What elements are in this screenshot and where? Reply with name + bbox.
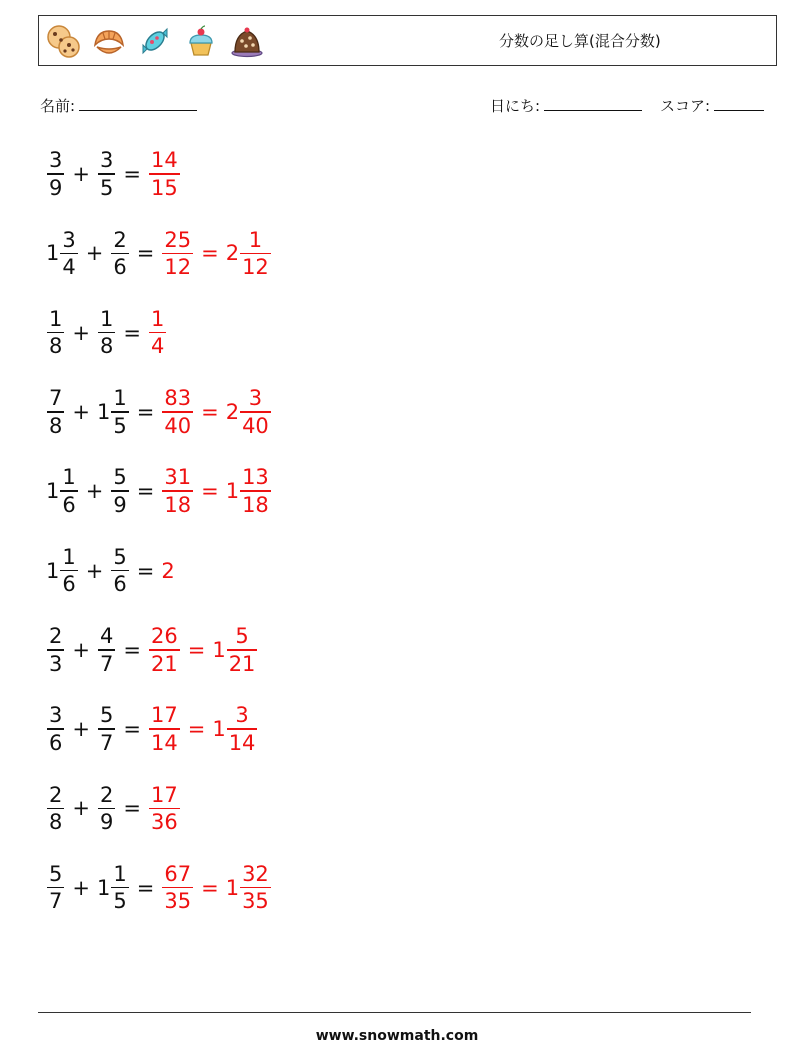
date-field[interactable] xyxy=(490,95,642,116)
mixed-number xyxy=(46,623,65,677)
denominator: 9 xyxy=(113,492,127,517)
mixed-number xyxy=(226,464,272,518)
fraction xyxy=(98,623,115,677)
mixed-number xyxy=(110,227,129,281)
fraction xyxy=(149,306,166,360)
denominator: 9 xyxy=(99,810,114,835)
equals-sign: = xyxy=(136,558,155,583)
answer xyxy=(148,782,181,836)
denominator: 6 xyxy=(49,730,63,755)
fraction xyxy=(47,782,64,836)
numerator: 5 xyxy=(113,465,127,490)
equals-sign: = xyxy=(201,875,219,900)
mixed-number xyxy=(97,385,130,439)
numerator: 3 xyxy=(248,386,263,411)
fraction xyxy=(149,623,180,677)
denominator: 12 xyxy=(242,255,269,280)
problem-row xyxy=(46,139,181,209)
mixed-number xyxy=(212,623,258,677)
problem-row xyxy=(46,298,167,368)
problem-row xyxy=(46,218,272,288)
numerator: 13 xyxy=(242,465,269,490)
plus-sign: + xyxy=(72,320,90,345)
mixed-number xyxy=(97,861,130,915)
plus-sign: + xyxy=(85,479,104,504)
numerator: 1 xyxy=(113,861,127,886)
answer-whole: 2 xyxy=(161,558,175,583)
mixed-number xyxy=(46,702,65,756)
problem-row xyxy=(46,536,175,606)
whole-part: 1 xyxy=(225,479,240,504)
mixed-number xyxy=(46,147,65,201)
equals-sign: = xyxy=(123,162,141,186)
mixed-number xyxy=(46,782,65,836)
whole-part: 1 xyxy=(212,637,226,662)
denominator: 5 xyxy=(99,175,114,200)
denominator: 6 xyxy=(62,492,76,517)
fraction xyxy=(98,782,115,836)
denominator: 4 xyxy=(150,334,165,359)
fraction xyxy=(149,702,180,756)
cake-icon xyxy=(229,23,265,59)
fraction xyxy=(149,782,180,836)
answer xyxy=(148,623,258,677)
answer xyxy=(148,702,258,756)
fraction xyxy=(98,147,115,201)
problem-row xyxy=(46,694,258,764)
plus-sign: + xyxy=(72,162,90,186)
numerator: 5 xyxy=(49,861,63,886)
numerator: 3 xyxy=(235,703,249,728)
fraction xyxy=(60,544,77,598)
fraction xyxy=(162,385,193,439)
score-blank[interactable] xyxy=(714,96,764,111)
answer xyxy=(161,385,271,439)
cupcake-icon xyxy=(183,23,219,59)
fraction xyxy=(47,623,64,677)
mixed-number xyxy=(97,782,116,836)
numerator: 31 xyxy=(164,465,192,490)
icon-strip xyxy=(45,23,265,59)
mixed-number xyxy=(226,861,272,915)
equals-sign: = xyxy=(136,399,155,424)
answer xyxy=(148,306,167,360)
numerator: 25 xyxy=(164,227,192,252)
denominator: 35 xyxy=(164,889,192,914)
denominator: 7 xyxy=(99,730,114,755)
fraction xyxy=(60,227,77,281)
answer xyxy=(161,464,271,518)
problem-row xyxy=(46,456,272,526)
numerator: 4 xyxy=(99,624,114,649)
denominator: 5 xyxy=(113,413,127,438)
denominator: 35 xyxy=(242,889,269,914)
fraction xyxy=(98,702,115,756)
numerator: 3 xyxy=(49,148,63,173)
score-field[interactable] xyxy=(660,95,764,116)
mixed-number xyxy=(97,623,116,677)
equals-sign: = xyxy=(136,875,155,900)
denominator: 40 xyxy=(242,413,269,438)
denominator: 8 xyxy=(49,334,63,359)
mixed-number xyxy=(46,306,65,360)
mixed-number xyxy=(110,464,129,518)
croissant-icon xyxy=(91,23,127,59)
denominator: 18 xyxy=(242,492,269,517)
mixed-number xyxy=(97,306,116,360)
whole-part: 2 xyxy=(225,241,240,266)
numerator: 5 xyxy=(99,703,114,728)
numerator: 2 xyxy=(99,782,114,807)
mixed-number xyxy=(46,464,79,518)
date-blank[interactable] xyxy=(544,96,642,111)
whole-part: 1 xyxy=(96,875,111,900)
fraction xyxy=(240,464,271,518)
denominator: 6 xyxy=(113,572,127,597)
denominator: 21 xyxy=(150,651,178,676)
candy-icon xyxy=(137,23,173,59)
denominator: 8 xyxy=(99,334,114,359)
whole-part: 1 xyxy=(212,717,226,742)
numerator: 17 xyxy=(150,703,178,728)
numerator: 3 xyxy=(62,227,76,252)
denominator: 4 xyxy=(62,255,76,280)
fraction xyxy=(111,544,128,598)
fraction xyxy=(111,385,128,439)
fraction xyxy=(240,861,271,915)
denominator: 9 xyxy=(49,175,63,200)
numerator: 67 xyxy=(164,861,192,886)
equals-sign: = xyxy=(123,796,141,821)
mixed-number xyxy=(46,227,79,281)
equals-sign: = xyxy=(123,717,141,742)
numerator: 1 xyxy=(248,227,263,252)
numerator: 14 xyxy=(150,148,178,173)
footer-url: www.snowmath.com xyxy=(315,1028,479,1044)
fraction xyxy=(111,464,128,518)
whole-part: 1 xyxy=(225,875,240,900)
answer xyxy=(161,227,271,281)
plus-sign: + xyxy=(72,399,90,424)
fraction xyxy=(149,147,180,201)
fraction xyxy=(162,227,193,281)
fraction xyxy=(60,464,77,518)
equals-sign: = xyxy=(187,717,206,742)
mixed-number xyxy=(97,147,116,201)
plus-sign: + xyxy=(85,558,104,583)
denominator: 14 xyxy=(228,730,256,755)
name-blank[interactable] xyxy=(79,96,197,111)
fraction xyxy=(240,227,271,281)
answer xyxy=(161,559,174,583)
cookies-icon xyxy=(45,23,81,59)
fraction xyxy=(47,702,64,756)
numerator: 17 xyxy=(150,782,178,807)
fraction xyxy=(47,147,64,201)
fraction xyxy=(47,306,64,360)
plus-sign: + xyxy=(72,637,90,662)
footer-divider xyxy=(38,1012,751,1013)
numerator: 3 xyxy=(99,148,114,173)
numerator: 1 xyxy=(113,386,127,411)
score-label: スコア: xyxy=(660,97,711,115)
fraction xyxy=(47,385,64,439)
whole-part: 1 xyxy=(46,479,60,504)
denominator: 6 xyxy=(113,255,127,280)
whole-part: 1 xyxy=(96,399,111,424)
mixed-number xyxy=(212,702,258,756)
numerator: 5 xyxy=(235,624,249,649)
plus-sign: + xyxy=(72,717,90,742)
fraction xyxy=(111,861,128,915)
fraction xyxy=(227,623,258,677)
name-label: 名前: xyxy=(40,97,76,115)
denominator: 8 xyxy=(49,413,63,438)
denominator: 7 xyxy=(49,889,63,914)
equals-sign: = xyxy=(136,241,155,266)
numerator: 26 xyxy=(150,624,178,649)
equals-sign: = xyxy=(187,637,206,662)
numerator: 1 xyxy=(49,306,63,331)
denominator: 21 xyxy=(228,651,256,676)
equals-sign: = xyxy=(136,479,155,504)
equals-sign: = xyxy=(123,320,141,345)
numerator: 2 xyxy=(49,624,63,649)
mixed-number xyxy=(226,227,272,281)
denominator: 15 xyxy=(150,175,178,200)
numerator: 2 xyxy=(113,227,127,252)
numerator: 1 xyxy=(62,465,76,490)
equals-sign: = xyxy=(123,637,141,662)
problem-row xyxy=(46,773,181,843)
denominator: 36 xyxy=(150,810,178,835)
mixed-number xyxy=(46,861,65,915)
fraction xyxy=(240,385,271,439)
problem-row xyxy=(46,853,272,923)
whole-part: 1 xyxy=(46,558,60,583)
numerator: 3 xyxy=(49,703,63,728)
denominator: 40 xyxy=(164,413,192,438)
numerator: 83 xyxy=(164,386,192,411)
equals-sign: = xyxy=(201,241,219,266)
plus-sign: + xyxy=(85,241,104,266)
denominator: 12 xyxy=(164,255,192,280)
denominator: 8 xyxy=(49,810,63,835)
numerator: 1 xyxy=(99,306,114,331)
mixed-number xyxy=(226,385,272,439)
denominator: 7 xyxy=(99,651,114,676)
denominator: 3 xyxy=(49,651,63,676)
whole-part: 1 xyxy=(46,241,60,266)
fraction xyxy=(98,306,115,360)
fraction xyxy=(111,227,128,281)
answer xyxy=(161,861,271,915)
answer xyxy=(148,147,181,201)
numerator: 2 xyxy=(49,782,63,807)
equals-sign: = xyxy=(201,399,219,424)
mixed-number xyxy=(97,702,116,756)
denominator: 5 xyxy=(113,889,127,914)
denominator: 18 xyxy=(164,492,192,517)
fraction xyxy=(162,861,193,915)
numerator: 7 xyxy=(49,386,63,411)
fraction xyxy=(162,464,193,518)
fraction xyxy=(47,861,64,915)
plus-sign: + xyxy=(72,875,90,900)
numerator: 32 xyxy=(242,861,269,886)
problem-row xyxy=(46,377,272,447)
denominator: 6 xyxy=(62,572,76,597)
worksheet-header xyxy=(38,15,777,66)
mixed-number xyxy=(110,544,129,598)
whole-part: 2 xyxy=(225,399,240,424)
name-field[interactable] xyxy=(40,95,197,116)
equals-sign: = xyxy=(201,479,219,504)
numerator: 1 xyxy=(62,544,76,569)
date-label: 日にち: xyxy=(490,97,541,115)
plus-sign: + xyxy=(72,796,90,821)
numerator: 1 xyxy=(150,306,165,331)
worksheet-title: 分数の足し算(混合分数) xyxy=(499,32,661,50)
numerator: 5 xyxy=(113,544,127,569)
denominator: 14 xyxy=(150,730,178,755)
problem-row xyxy=(46,615,258,685)
fraction xyxy=(227,702,258,756)
mixed-number xyxy=(46,544,79,598)
mixed-number xyxy=(46,385,65,439)
